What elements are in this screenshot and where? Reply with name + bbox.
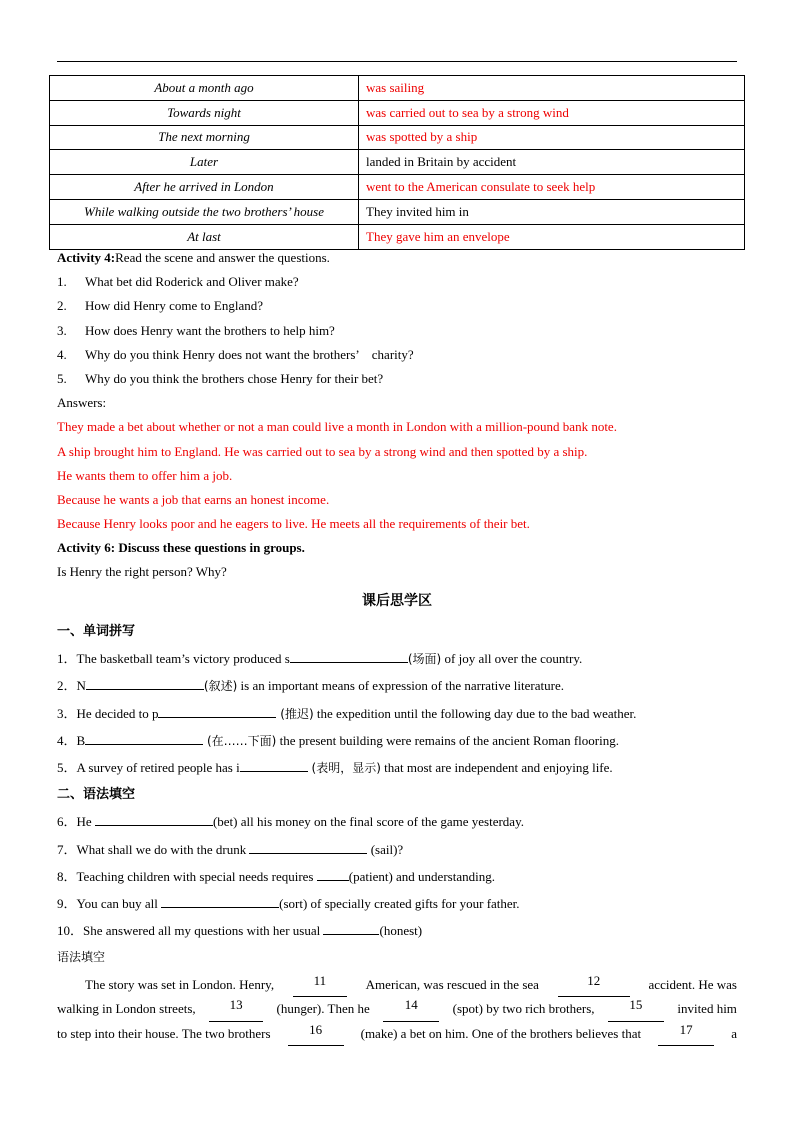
activity6-heading: Activity 6: Discuss these questions in groups.: [57, 540, 305, 556]
answer-5: Because Henry looks poor and he eagers to live. He meets all the requirements of their bet.: [57, 516, 530, 532]
time-cell: While walking outside the two brothers’ house: [50, 199, 359, 224]
event-cell: went to the American consulate to seek help: [359, 175, 745, 200]
question-5: Why do you think the brothers chose Henry for their bet?: [85, 370, 384, 386]
passage-heading: 语法填空: [57, 950, 106, 965]
activity4-instruction: Read the scene and answer the questions.: [115, 250, 330, 265]
blank-14[interactable]: 14: [383, 997, 439, 1021]
answer-4: Because he wants a job that earns an honest income.: [57, 491, 330, 507]
answer-blank[interactable]: [85, 730, 203, 745]
event-cell: was carried out to sea by a strong wind: [359, 100, 745, 125]
spelling-section: [57, 618, 742, 971]
answer-blank[interactable]: [95, 811, 213, 826]
blank-11[interactable]: 11: [293, 973, 347, 997]
blank-16[interactable]: 16: [288, 1022, 344, 1046]
grammar-item-8: 8．Teaching children with special needs requires (patient) and understanding.: [57, 863, 742, 890]
question-2: How did Henry come to England?: [85, 298, 263, 314]
cloze-passage: [57, 973, 737, 1046]
activity4-heading: Activity 4:: [57, 250, 116, 265]
time-cell: After he arrived in London: [50, 175, 359, 200]
section2-heading: 二、语法填空: [57, 787, 136, 803]
table-row: [50, 150, 745, 175]
time-cell: Later: [50, 150, 359, 175]
activity6-question: Is Henry the right person? Why?: [57, 564, 227, 580]
activity4-section: Activity 4:Read the scene and answer the questions. 1. What bet did Roderick and Oliver make? 2. How did Henry come to England? 3. How does Henry want the brothers to help him? 4. Why do you think Henry does not want the brothers’ charity? 5. Why do you think the brothers chose Henry for their bet? Answers: They made a bet about whether or not a man could live a month in London with a million-pound bank note. A ship brought him to England. He was carried out to sea by a strong wind and then spotted by a ship. He wants them to offer him a job. Because he wants a job that earns an honest income. Because Henry looks poor and he eagers to live. He meets all the requirements of their bet. Activity 6: Discuss these questions in groups. Is Henry the right person? Why?: [57, 246, 742, 585]
blank-12[interactable]: 12: [558, 973, 630, 997]
time-cell: At last: [50, 224, 359, 249]
table-row: [50, 125, 745, 150]
answer-blank[interactable]: [317, 866, 349, 881]
event-cell: was spotted by a ship: [359, 125, 745, 150]
passage-line-3: to step into their house. The two brothers 16 (make) a bet on him. One of the brothers believes that 17 a: [57, 1022, 737, 1046]
grammar-item-9: 9．You can buy all (sort) of specially created gifts for your father.: [57, 890, 742, 917]
answer-blank[interactable]: [240, 757, 308, 772]
event-cell: They invited him in: [359, 199, 745, 224]
spelling-item-2: 2．N (叙述) is an important means of expression of the narrative literature.: [57, 672, 742, 699]
answer-blank[interactable]: [86, 675, 204, 690]
spelling-item-1: 1．The basketball team’s victory produced s (场面) of joy all over the country.: [57, 645, 742, 672]
table-row: [50, 100, 745, 125]
answers-label: Answers:: [57, 395, 107, 411]
header-rule: [57, 61, 737, 62]
passage-line-1: The story was set in London. Henry, 11 American, was rescued in the sea 12 accident. He was: [57, 973, 737, 997]
answer-blank[interactable]: [158, 703, 276, 718]
timeline-table: [49, 75, 745, 250]
answer-3: He wants them to offer him a job.: [57, 467, 233, 483]
after-class-title: 课后思学区: [362, 593, 432, 609]
grammar-item-6: 6．He (bet) all his money on the final score of the game yesterday.: [57, 808, 742, 835]
blank-15[interactable]: 15: [608, 997, 664, 1021]
answer-1: They made a bet about whether or not a man could live a month in London with a million-pound bank note.: [57, 419, 617, 435]
answer-blank[interactable]: [161, 893, 279, 908]
answer-blank[interactable]: [290, 648, 408, 663]
table-row: [50, 175, 745, 200]
answer-2: A ship brought him to England. He was carried out to sea by a strong wind and then spotted by a ship.: [57, 443, 588, 459]
spelling-item-5: 5．A survey of retired people has i (表明，显示) that most are independent and enjoying life.: [57, 754, 742, 781]
question-4: Why do you think Henry does not want the brothers’ charity?: [85, 346, 414, 362]
grammar-item-10: 10．She answered all my questions with her usual (honest): [57, 917, 742, 944]
event-cell: They gave him an envelope: [359, 224, 745, 249]
question-3: How does Henry want the brothers to help him?: [85, 322, 335, 338]
blank-13[interactable]: 13: [209, 997, 263, 1021]
spelling-item-4: 4．B (在……下面) the present building were remains of the ancient Roman flooring.: [57, 727, 742, 754]
time-cell: The next morning: [50, 125, 359, 150]
time-cell: About a month ago: [50, 76, 359, 101]
section1-heading: 一、单词拼写: [57, 624, 136, 639]
table-row: [50, 76, 745, 101]
grammar-item-7: 7．What shall we do with the drunk (sail)?: [57, 836, 742, 863]
answer-blank[interactable]: [323, 920, 379, 935]
event-cell: was sailing: [359, 76, 745, 101]
table-row: [50, 199, 745, 224]
event-cell: landed in Britain by accident: [359, 150, 745, 175]
spelling-item-3: 3．He decided to p (推迟) the expedition until the following day due to the bad weather.: [57, 700, 742, 727]
passage-line-2: walking in London streets, 13 (hunger). Then he 14 (spot) by two rich brothers, 15 invited him: [57, 997, 737, 1021]
blank-17[interactable]: 17: [658, 1022, 714, 1046]
question-1: What bet did Roderick and Oliver make?: [85, 274, 299, 290]
time-cell: Towards night: [50, 100, 359, 125]
answer-blank[interactable]: [249, 839, 367, 854]
